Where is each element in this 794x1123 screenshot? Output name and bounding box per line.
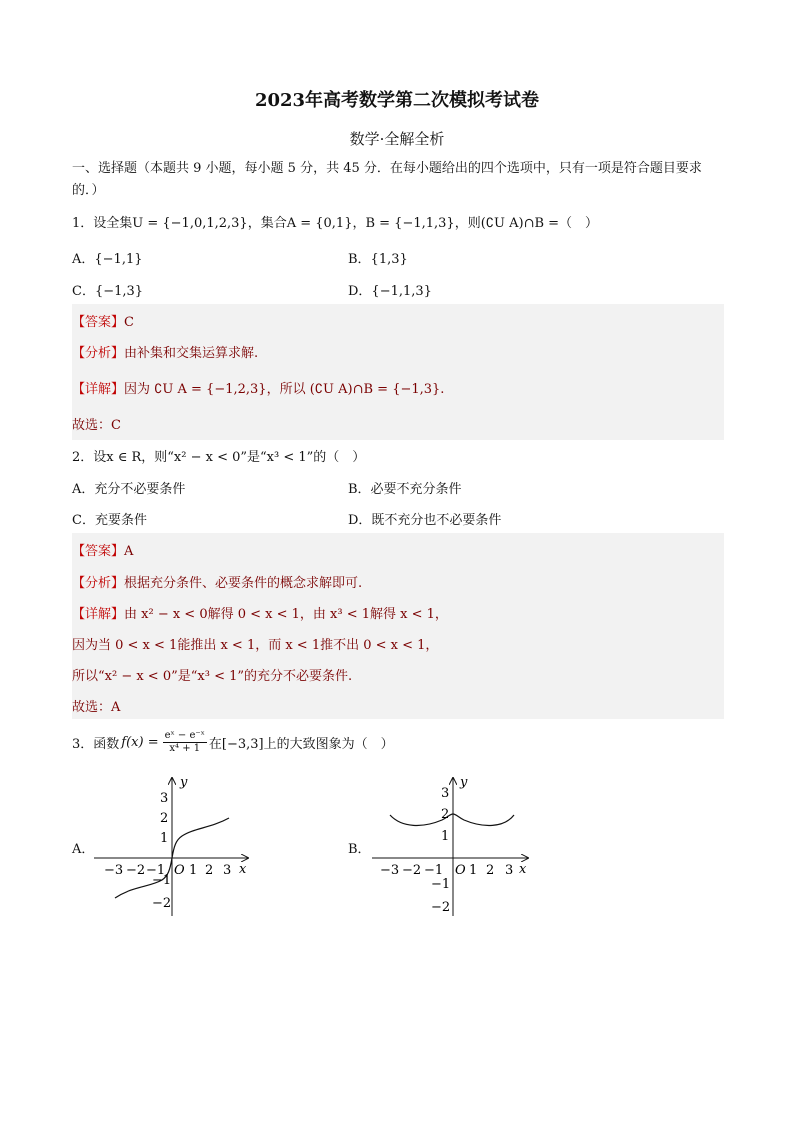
q3-func-lhs: f(x) = bbox=[121, 735, 159, 750]
q2-answer-value: A bbox=[124, 544, 134, 559]
q2-detail-line3-text: 所以“x² − x < 0”是“x³ < 1”的充分不必要条件. bbox=[72, 669, 353, 684]
q1-solution-panel bbox=[72, 304, 724, 440]
q3-graph-a-xtick: 1 bbox=[189, 863, 198, 878]
q3-graph-a-xtick: −2 bbox=[126, 863, 146, 878]
q3-denominator: x⁴ + 1 bbox=[169, 743, 201, 754]
q2-detail-tag: 【详解】 bbox=[72, 607, 125, 622]
q2-option-b: B．必要不充分条件 bbox=[348, 482, 462, 497]
q1-option-a: A．{−1,1} bbox=[72, 252, 143, 267]
q3-graph-b-ytick: 2 bbox=[441, 807, 450, 822]
q1-analysis-tag: 【分析】 bbox=[72, 346, 125, 361]
q2-detail bbox=[72, 603, 448, 622]
q1-choice bbox=[72, 414, 121, 433]
q1-answer-value: C bbox=[124, 315, 134, 330]
q1-analysis-text: 由补集和交集运算求解. bbox=[124, 346, 259, 361]
q3-graph-a-ytick: −1 bbox=[152, 873, 172, 888]
q3-graph-a-ytick: 1 bbox=[160, 831, 169, 846]
q3-graph-a-y-label: y bbox=[180, 775, 188, 790]
q3-graph-b-curve bbox=[390, 814, 514, 825]
q1-detail-text: 因为 ∁U A = {−1,2,3}，所以 (∁U A)∩B = {−1,3}. bbox=[124, 382, 445, 397]
q2-choice-text: 故选：A bbox=[72, 700, 121, 715]
q3-graph-a-xtick: −1 bbox=[146, 863, 166, 878]
q2-detail-line3 bbox=[72, 665, 352, 684]
q1-option-c: C．{−1,3} bbox=[72, 284, 144, 299]
q1-choice-text: 故选：C bbox=[72, 418, 121, 433]
q3-graph-a-ytick: 2 bbox=[160, 811, 169, 826]
q3-graph-a-x-label: x bbox=[239, 862, 247, 877]
q2-detail-line2 bbox=[72, 634, 438, 653]
q3-graph-b-ytick: 1 bbox=[441, 829, 450, 844]
section-intro: 一、选择题（本题共 9 小题，每小题 5 分，共 45 分．在每小题给出的四个选项中，只有一项是符合题目要求的．） bbox=[72, 161, 702, 198]
q3-graph-b-x-label: x bbox=[519, 862, 527, 877]
q3-graph-b-ytick: 3 bbox=[441, 786, 450, 801]
q3-graph-b-xtick: 1 bbox=[469, 863, 478, 878]
q3-stem bbox=[72, 730, 394, 755]
q3-graph-b-xtick: −2 bbox=[402, 863, 422, 878]
q3-graph-a-ytick: −2 bbox=[152, 896, 172, 911]
q1-option-d: D．{−1,1,3} bbox=[348, 284, 432, 299]
page-subtitle: 数学·全解全析 bbox=[349, 130, 445, 148]
q3-numerator: eˣ − e⁻ˣ bbox=[164, 730, 205, 741]
q3-graph-a-ytick: 3 bbox=[160, 791, 169, 806]
q2-answer bbox=[72, 540, 133, 559]
q3-graph-b-xtick: 3 bbox=[505, 863, 514, 878]
q3-fraction bbox=[163, 730, 207, 755]
q2-answer-tag: 【答案】 bbox=[72, 544, 125, 559]
q1-detail-tag: 【详解】 bbox=[72, 382, 125, 397]
q2-analysis bbox=[72, 572, 362, 591]
page-title: 2023年高考数学第二次模拟考试卷 bbox=[254, 90, 540, 111]
q2-choice bbox=[72, 696, 120, 715]
q3-graph-a-origin: O bbox=[174, 863, 185, 878]
q3-option-b: B． bbox=[348, 842, 371, 857]
q2-solution-panel bbox=[72, 533, 724, 719]
q1-stem: 1．设全集U = {−1,0,1,2,3}，集合A = {0,1}，B = {−1,1,3}，则(∁U A)∩B =（ ） bbox=[72, 216, 599, 231]
q2-analysis-tag: 【分析】 bbox=[72, 576, 125, 591]
q3-stem-prefix: 3．函数 bbox=[72, 737, 120, 752]
q2-option-c: C．充要条件 bbox=[72, 513, 147, 528]
q2-option-d: D．既不充分也不必要条件 bbox=[348, 513, 502, 528]
q3-graph-b-origin: O bbox=[455, 863, 466, 878]
q2-detail-line2-text: 因为当 0 < x < 1能推出 x < 1，而 x < 1推不出 0 < x < 1， bbox=[72, 638, 439, 653]
q3-graph-a-xtick: 3 bbox=[223, 863, 232, 878]
q2-detail-text: 由 x² − x < 0解得 0 < x < 1，由 x³ < 1解得 x < 1， bbox=[124, 607, 448, 622]
q3-graph-b-ytick: −1 bbox=[431, 877, 451, 892]
q3-graph-b-ytick: −2 bbox=[431, 900, 451, 915]
q3-graph-a-xtick: −3 bbox=[104, 863, 124, 878]
q1-option-b: B．{1,3} bbox=[348, 252, 408, 267]
q1-answer bbox=[72, 311, 134, 330]
q1-detail bbox=[72, 378, 444, 397]
q3-option-a: A． bbox=[72, 842, 95, 857]
q3-graph-a-xtick: 2 bbox=[205, 863, 214, 878]
q3-graph-b-xtick: −3 bbox=[380, 863, 400, 878]
q1-analysis bbox=[72, 342, 258, 361]
q3-graph-a bbox=[88, 770, 258, 920]
q2-analysis-text: 根据充分条件、必要条件的概念求解即可. bbox=[124, 576, 363, 591]
q3-graph-b-y-label: y bbox=[460, 775, 468, 790]
q1-answer-tag: 【答案】 bbox=[72, 315, 125, 330]
q3-graph-b bbox=[368, 770, 538, 920]
q3-graph-b-xtick: 2 bbox=[486, 863, 495, 878]
q3-stem-suffix: 在[−3,3]上的大致图象为（ ） bbox=[208, 737, 394, 752]
q2-stem: 2．设x ∈ R，则“x² − x < 0”是“x³ < 1”的（ ） bbox=[72, 450, 366, 465]
q2-option-a: A．充分不必要条件 bbox=[72, 482, 186, 497]
q3-graph-b-xtick: −1 bbox=[424, 863, 444, 878]
